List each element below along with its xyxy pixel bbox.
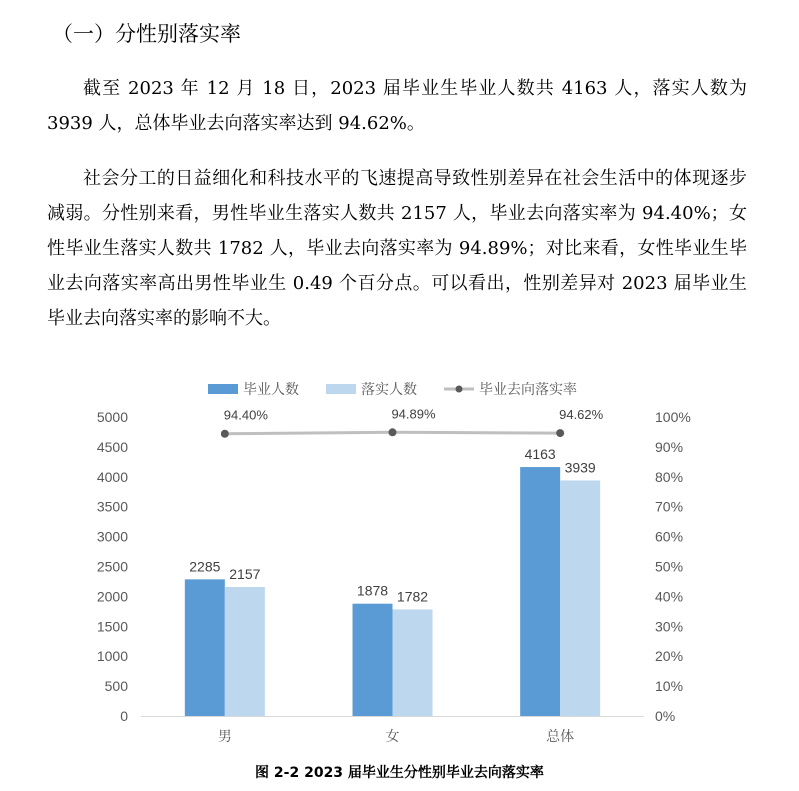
right-tick-label: 30% — [655, 618, 684, 635]
legend-label-1: 毕业人数 — [243, 381, 299, 397]
right-tick-label: 10% — [655, 678, 684, 695]
bar-value-label: 3939 — [564, 459, 596, 476]
legend-label-3: 毕业去向落实率 — [479, 381, 577, 397]
bar-graduates — [520, 467, 560, 716]
left-tick-label: 3000 — [96, 528, 128, 545]
right-tick-label: 90% — [655, 438, 684, 455]
rate-point — [556, 429, 564, 437]
section-heading: （一）分性别落实率 — [52, 22, 241, 46]
bar-value-label: 4163 — [524, 446, 556, 463]
left-tick-label: 1000 — [96, 648, 128, 665]
rate-value-label: 94.40% — [223, 407, 268, 423]
gender-analysis-paragraph: 社会分工的日益细化和科技水平的飞速提高导致性别差异在社会生活中的体现逐步减弱。分性别来看，男性毕业生落实人数共 2157 人，毕业去向落实率为 94.40%；女性毕业生落实人数共 1782 人，毕业去向落实率为 94.89%；对比来看，女性毕业生毕业去向落实率高出男性毕业生 0.49 个百分点。可以看出，性别差异对 2023 届毕业生毕业去向落实率的影响不大。 — [47, 168, 747, 329]
rate-value-label: 94.62% — [559, 407, 604, 423]
bars-group — [185, 446, 600, 716]
rate-value-label: 94.89% — [391, 406, 436, 422]
bar-placed — [560, 480, 600, 716]
category-labels — [218, 728, 574, 744]
bar-placed — [225, 587, 265, 716]
category-label: 总体 — [546, 728, 575, 744]
bar-value-label: 1782 — [396, 588, 429, 605]
placement-rate-chart — [0, 370, 799, 770]
left-tick-label: 4000 — [96, 468, 128, 485]
right-tick-label: 20% — [655, 648, 684, 665]
rate-point — [389, 428, 397, 436]
right-tick-label: 80% — [655, 468, 684, 485]
bar-value-label: 2285 — [189, 558, 221, 575]
chart-legend — [208, 381, 577, 397]
right-tick-label: 0% — [655, 708, 676, 724]
left-tick-label: 3500 — [96, 498, 128, 515]
left-tick-label: 500 — [104, 678, 128, 695]
right-tick-label: 40% — [655, 588, 684, 605]
right-tick-label: 70% — [655, 498, 684, 515]
category-label: 男 — [217, 728, 232, 744]
left-axis-ticks — [97, 409, 128, 724]
summary-paragraph: 截至 2023 年 12 月 18 日，2023 届毕业生毕业人数共 4163 人，落实人数为 3939 人，总体毕业去向落实率达到 94.62%。 — [47, 78, 747, 134]
left-tick-label: 2000 — [96, 588, 128, 605]
left-tick-label: 2500 — [96, 558, 128, 575]
right-tick-label: 60% — [655, 528, 684, 545]
legend-swatch-1 — [208, 384, 238, 394]
bar-value-label: 1878 — [356, 582, 389, 599]
legend-line-marker — [456, 386, 463, 393]
figure-caption: 图 2-2 2023 届毕业生分性别毕业去向落实率 — [255, 765, 544, 781]
right-tick-label: 50% — [655, 558, 684, 575]
bar-graduates — [185, 579, 225, 716]
legend-label-2: 落实人数 — [361, 381, 417, 397]
rate-line-group — [221, 406, 604, 437]
bar-value-label: 2157 — [229, 566, 261, 583]
bar-graduates — [353, 604, 393, 716]
category-label: 女 — [385, 728, 400, 744]
left-tick-label: 0 — [120, 708, 128, 724]
left-tick-label: 5000 — [96, 409, 128, 425]
left-tick-label: 1500 — [96, 618, 128, 635]
rate-point — [221, 430, 229, 438]
left-tick-label: 4500 — [96, 438, 128, 455]
right-axis-ticks — [655, 409, 691, 724]
right-tick-label: 100% — [655, 409, 691, 425]
bar-placed — [393, 609, 433, 716]
legend-swatch-2 — [326, 384, 356, 394]
